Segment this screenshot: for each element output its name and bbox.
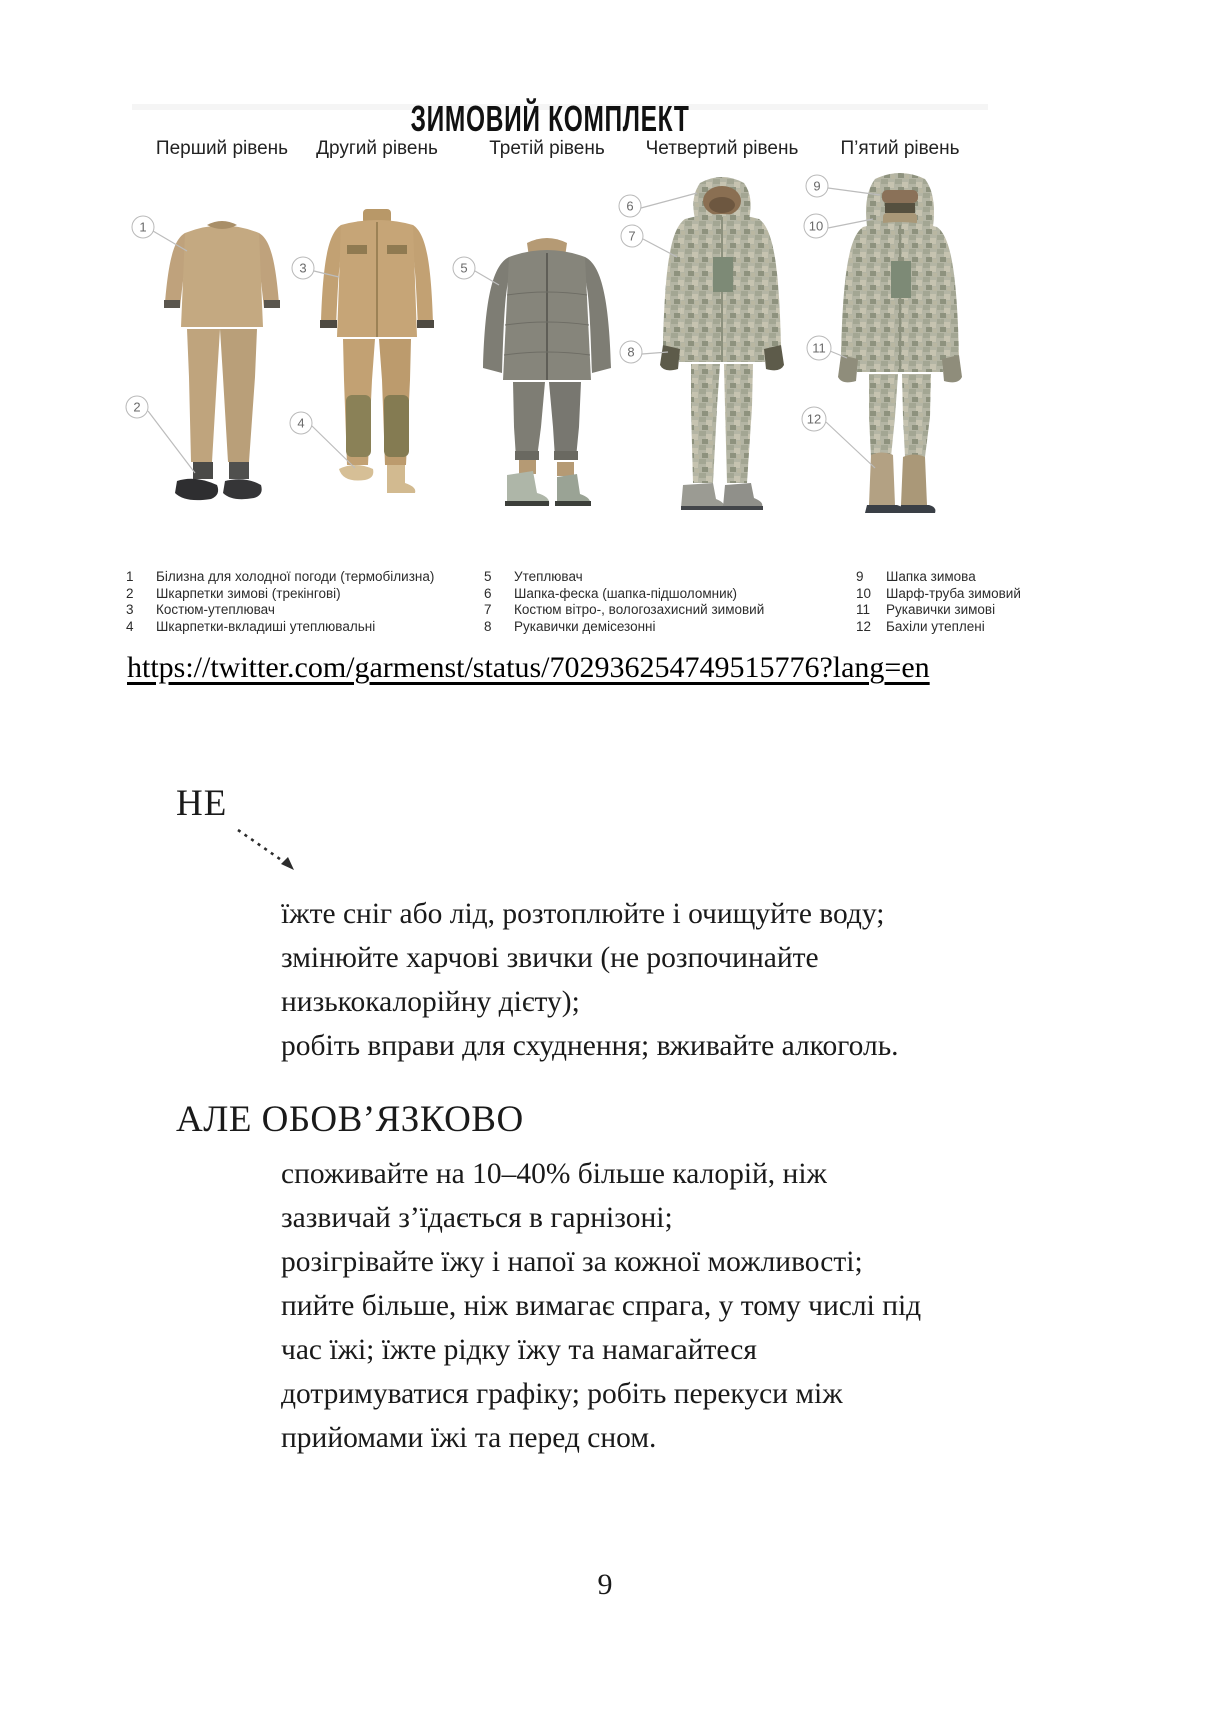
text-line: зазвичай з’їдається в гарнізоні; — [281, 1202, 673, 1234]
text-line: споживайте на 10–40% більше калорій, ніж — [281, 1158, 827, 1190]
infographic-title: ЗИМОВИЙ КОМПЛЕКТ — [410, 98, 690, 139]
dont-paragraph — [281, 892, 981, 1068]
winter-kit-figures — [125, 165, 1010, 515]
text-line: розігрівайте їжу і напої за кожної можливості; — [281, 1246, 863, 1278]
callout-12: 12 — [806, 411, 822, 427]
legend-item: 5 Утеплювач — [484, 569, 583, 584]
figure-camo-suit-full — [838, 173, 962, 513]
level-header-1: Перший рівень — [155, 138, 289, 159]
text-line: пийте більше, ніж вимагає спрага, у тому числі під — [281, 1290, 922, 1322]
text-line: прийомами їжі та перед сном. — [281, 1422, 657, 1454]
legend-item: 10 Шарф-труба зимовий — [856, 585, 1021, 601]
text-line: їжте сніг або лід, розтоплюйте і очищуйте воду; — [281, 898, 885, 930]
legend-item: 2 Шкарпетки зимові (трекінгові) — [126, 585, 341, 601]
level-header-2: Другий рівень — [316, 138, 438, 159]
callout-4: 4 — [297, 415, 305, 431]
dont-heading: НЕ — [176, 783, 228, 824]
text-line: робіть вправи для схуднення; вживайте алкоголь. — [281, 1030, 899, 1062]
level-header-3: Третій рівень — [489, 138, 605, 159]
legend-column-3 — [856, 569, 1021, 635]
must-heading: АЛЕ ОБОВ’ЯЗКОВО — [176, 1099, 524, 1140]
level-header-5: П’ятий рівень — [840, 138, 960, 159]
legend-item: 9 Шапка зимова — [856, 569, 976, 584]
text-line: змінюйте харчові звички (не розпочинайте — [281, 942, 819, 974]
callout-7: 7 — [628, 228, 636, 244]
legend-item: 6 Шапка-феска (шапка-підшоломник) — [484, 585, 738, 601]
legend-item: 7 Костюм вітро-, вологозахисний зимовий — [484, 602, 765, 617]
legend-item: 12 Бахіли утеплені — [856, 618, 985, 634]
callout-3: 3 — [299, 260, 307, 276]
legend-item: 4 Шкарпетки-вкладиші утеплювальні — [126, 618, 376, 634]
legend-column-2 — [484, 569, 764, 635]
page-number: 9 — [597, 1568, 613, 1601]
dont-arrow-icon — [232, 822, 322, 892]
figure-camo-suit — [660, 177, 784, 510]
text-line: дотримуватися графіку; робіть перекуси між — [281, 1378, 843, 1410]
legend-item: 8 Рукавички демісезонні — [484, 618, 656, 634]
must-paragraph — [281, 1152, 981, 1460]
legend-item: 3 Костюм-утеплювач — [126, 602, 275, 617]
text-line: низькокалорійну дієту); — [281, 986, 580, 1018]
source-link[interactable]: https://twitter.com/garmenst/status/702936254749515776?lang=en — [127, 651, 930, 684]
level-header-4: Четвертий рівень — [645, 138, 799, 159]
figure-thermal-underwear — [164, 221, 280, 500]
callout-6: 6 — [626, 198, 634, 214]
callout-9: 9 — [813, 178, 821, 194]
callout-2: 2 — [133, 399, 141, 415]
callout-10: 10 — [808, 218, 824, 234]
callout-11: 11 — [812, 340, 826, 356]
callout-8: 8 — [627, 344, 635, 360]
figure-insulator-suit — [483, 238, 611, 506]
legend-item: 11 Рукавички зимові — [856, 602, 996, 617]
text-line: час їжі; їжте рідку їжу та намагайтеся — [281, 1334, 757, 1366]
legend-column-1 — [126, 569, 434, 635]
callout-1: 1 — [139, 219, 147, 235]
legend-item: 1 Білизна для холодної погоди (термобілизна) — [126, 569, 435, 584]
callout-5: 5 — [460, 260, 468, 276]
